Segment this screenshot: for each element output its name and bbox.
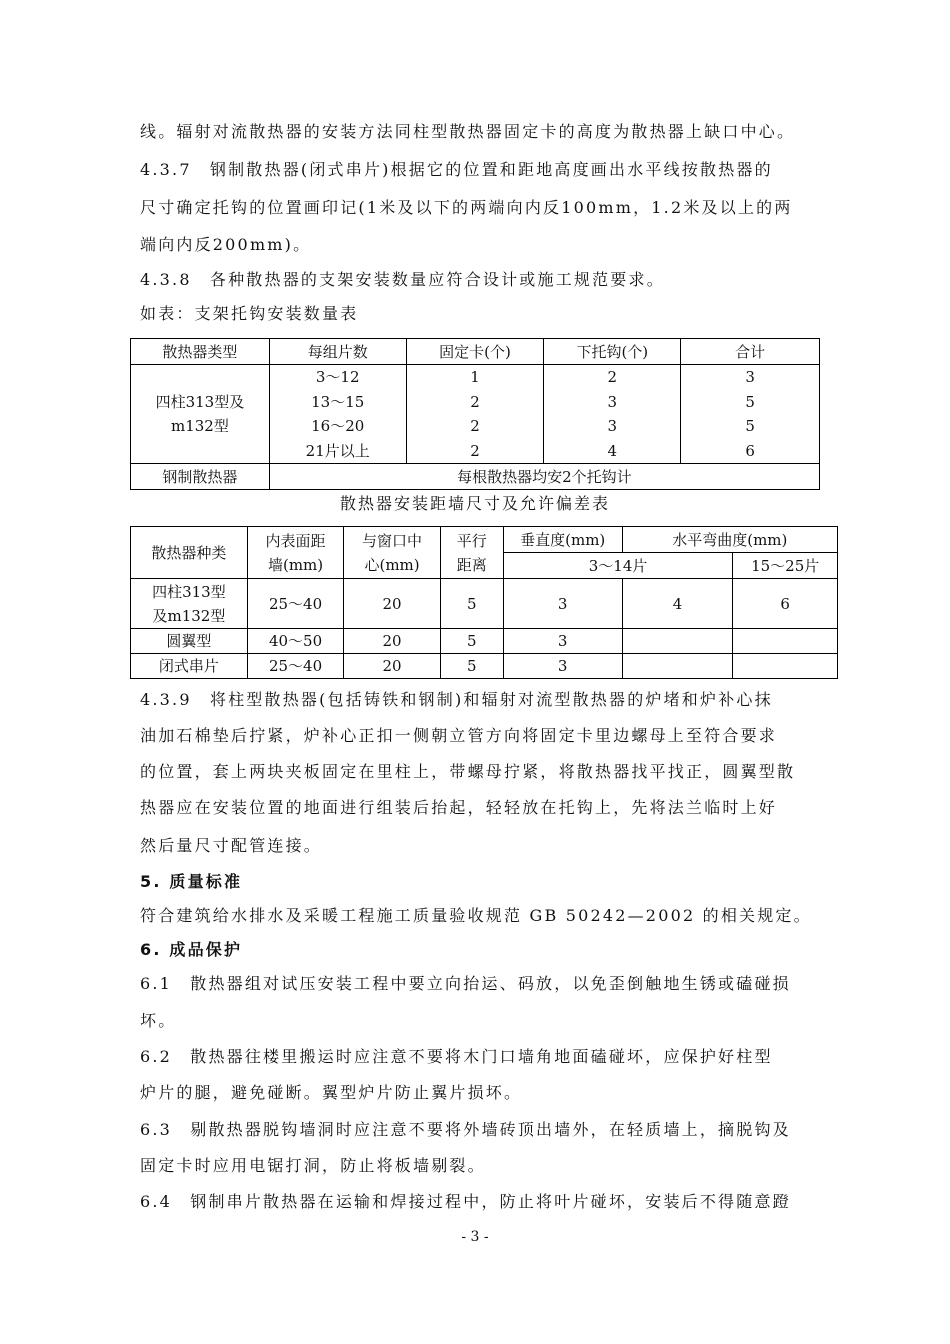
cell-text: 心(mm) [364,555,420,574]
table-cell: 25～40 [247,654,344,679]
header-cell: 散热器类型 [131,339,270,365]
header-cell [344,527,441,579]
paragraph-line: 6.2 散热器往楼里搬运时应注意不要将木门口墙角地面磕碰坏，应保护好柱型 [140,1047,773,1066]
header-cell: 每组片数 [269,339,406,365]
paragraph-line: 4.3.9 将柱型散热器(包括铸铁和钢制)和辐射对流型散热器的炉堵和炉补心抹 [140,690,773,709]
table-row [131,629,838,654]
table-cell: 6 [733,579,838,629]
paragraph-line: 端向内反200mm)。 [140,235,312,254]
cell-text: 3 [607,417,618,435]
paragraph-line: 的位置，套上两块夹板固定在里柱上，带螺母拧紧，将散热器找平找正，圆翼型散 [140,762,796,781]
table-cell: 20 [344,629,441,654]
cell-text: 与窗口中 [362,531,423,550]
distance-tolerance-table [130,526,838,679]
table-cell: 40～50 [247,629,344,654]
paragraph-line: 然后量尺寸配管连接。 [140,836,323,855]
table-cell: 5 [440,629,503,654]
paragraph-line: 6.3 剔散热器脱钩墙洞时应注意不要将外墙砖顶出墙外，在轻质墙上，摘脱钩及 [140,1120,791,1139]
table-cell: 20 [344,654,441,679]
paragraph-line: 4.3.7 钢制散热器(闭式串片)根据它的位置和距地高度画出水平线按散热器的 [140,160,773,179]
cell-text: 平行 [456,531,487,550]
type-cell: 圆翼型 [131,629,248,654]
table-cell [622,654,733,679]
table-row [131,464,820,490]
cell-text: 3 [607,392,618,411]
cell-text: 2 [470,441,480,460]
page-number: - 3 - [461,1229,489,1245]
cell-text: m132型 [170,417,229,435]
cell-text: 2 [607,368,618,386]
paragraph-line: 油加石棉垫后拧紧，炉补心正扣一侧朝立管方向将固定卡里边螺母上至符合要求 [140,726,778,745]
paragraph-line: 符合建筑给水排水及采暖工程施工质量验收规范 GB 50242—2002 的相关规定。 [140,906,812,925]
cell-text: 6 [745,441,755,460]
header-cell: 合计 [681,339,820,365]
table-cell: 25～40 [247,579,344,629]
cell-text: 3 [745,368,755,386]
paragraph-line: 6.1 散热器组对试压安装工程中要立向抬运、码放，以免歪倒触地生锈或磕碰损 [140,974,791,993]
table-header-row [131,527,838,553]
header-cell: 下托钩(个) [544,339,681,365]
table-row [131,365,820,464]
table-cell: 3 [503,629,622,654]
cell-text: 1 [470,368,480,386]
header-cell [440,527,503,579]
table-cell: 4 [622,579,733,629]
section-heading: 5. 质量标准 [140,872,243,891]
table-cell: 20 [344,579,441,629]
header-cell [247,527,344,579]
fixed-clip-cell [406,365,544,464]
header-cell: 水平弯曲度(mm) [622,527,837,553]
cell-text: 16～20 [311,417,365,435]
paragraph-line: 热器应在安装位置的地面进行组装后抬起，轻轻放在托钩上，先将法兰临时上好 [140,798,778,817]
table-cell: 3 [503,654,622,679]
paragraph-line: 炉片的腿，避免碰断。翼型炉片防止翼片损坏。 [140,1083,523,1102]
cell-text: 5 [745,417,755,435]
total-cell [681,365,820,464]
table-cell [733,654,838,679]
cell-text: 21片以上 [305,441,370,460]
cell-text: 2 [470,392,480,411]
table-cell [733,629,838,654]
table-caption: 散热器安装距墙尺寸及允许偏差表 [339,494,610,513]
header-cell: 固定卡(个) [406,339,544,365]
radiator-type-cell [131,365,270,464]
header-cell: 垂直度(mm) [503,527,622,553]
paragraph-line: 尺寸确定托钩的位置画印记(1米及以下的两端向内反100mm，1.2米及以上的两 [140,198,793,217]
cell-text: 墙(mm) [267,555,324,574]
pieces-cell [269,365,406,464]
type-cell [131,579,248,629]
cell-text: 3～12 [315,368,360,386]
header-cell: 3～14片 [503,553,733,579]
paragraph-line: 4.3.8 各种散热器的支架安装数量应符合设计或施工规范要求。 [140,270,665,289]
table-row [131,579,838,629]
steel-radiator-cell: 钢制散热器 [131,464,270,490]
paragraph-line: 坏。 [140,1011,177,1030]
steel-note-cell: 每根散热器均安2个托钩计 [269,464,819,490]
cell-text: 四柱313型及 [155,393,245,411]
header-cell: 散热器种类 [131,527,248,579]
table-cell [622,629,733,654]
cell-text: 内表面距 [265,531,326,550]
cell-text: 4 [607,441,618,460]
type-cell: 闭式串片 [131,654,248,679]
table-cell: 3 [503,579,622,629]
table-title: 如表：支架托钩安装数量表 [140,304,359,323]
cell-text: 5 [745,392,755,411]
cell-text: 及m132型 [152,606,226,625]
bracket-count-table [130,338,820,490]
table-header-row [131,339,820,365]
cell-text: 四柱313型 [152,582,226,601]
paragraph-line: 线。辐射对流散热器的安装方法同柱型散热器固定卡的高度为散热器上缺口中心。 [140,122,796,141]
table-row [131,654,838,679]
cell-text: 13～15 [311,392,365,411]
header-cell: 15～25片 [733,553,838,579]
section-heading: 6. 成品保护 [140,940,243,959]
table-cell: 5 [440,654,503,679]
hook-cell [544,365,681,464]
cell-text: 距离 [456,555,487,574]
table-cell: 5 [440,579,503,629]
paragraph-line: 固定卡时应用电锯打洞，防止将板墙剔裂。 [140,1156,486,1175]
paragraph-line: 6.4 钢制串片散热器在运输和焊接过程中，防止将叶片碰坏，安装后不得随意蹬 [140,1192,791,1211]
cell-text: 2 [470,417,480,435]
